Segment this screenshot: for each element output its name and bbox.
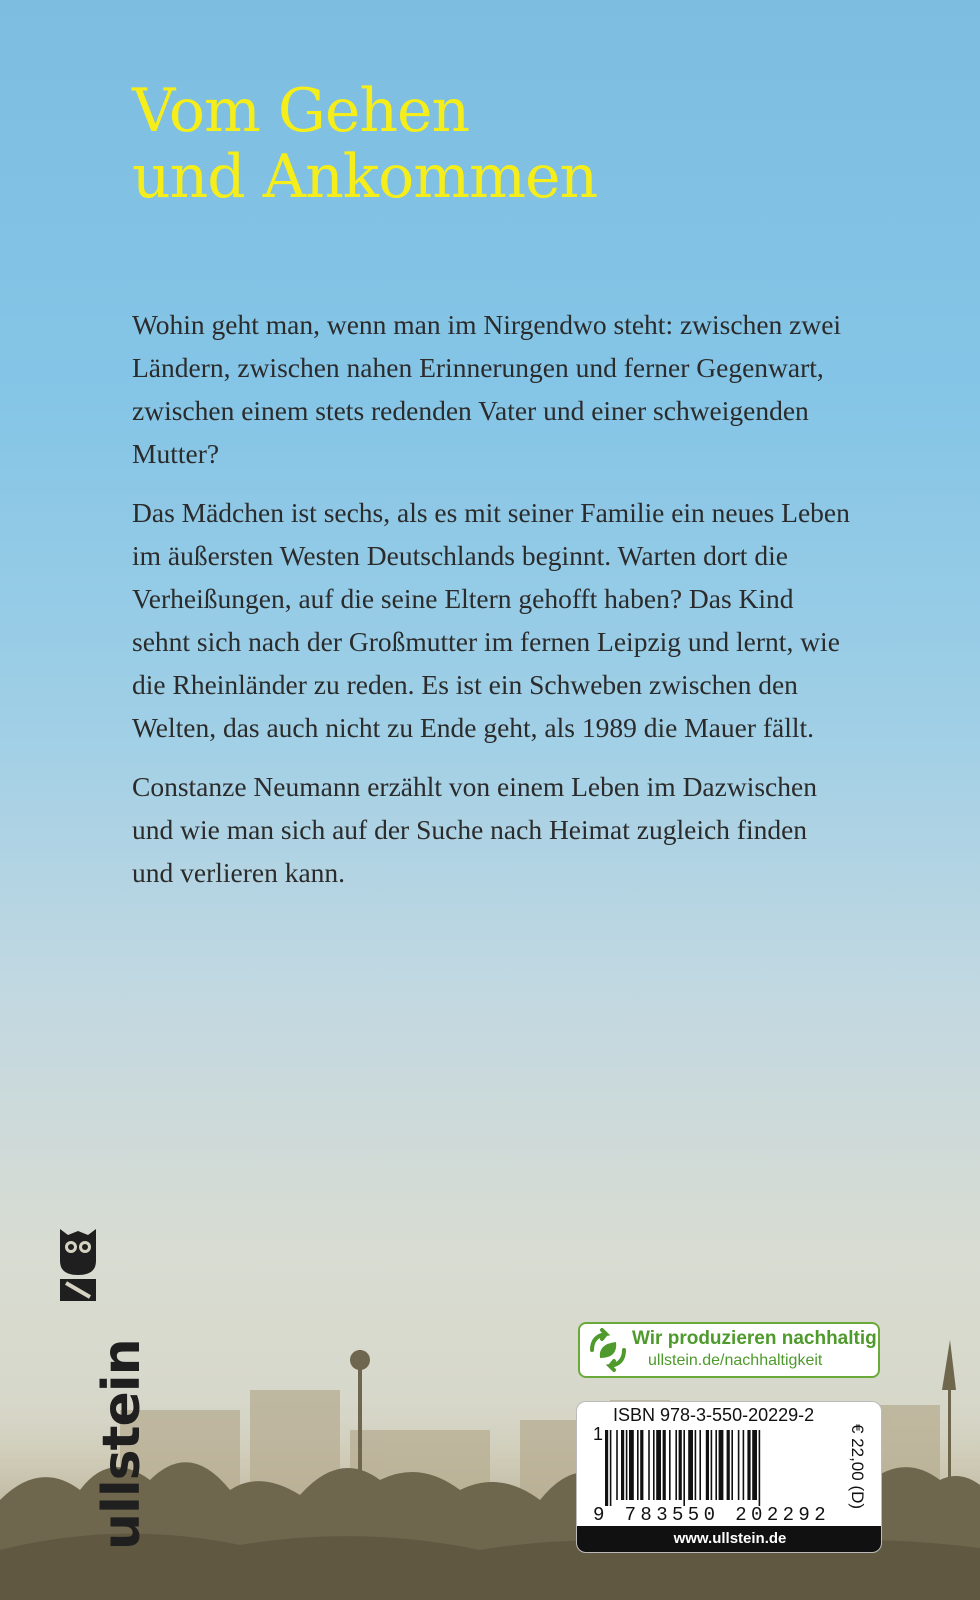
- barcode-bar: [683, 1430, 685, 1506]
- barcode-bar: [715, 1430, 717, 1500]
- barcode-digits: 9 783550 202292: [593, 1504, 831, 1526]
- barcode-bar: [621, 1430, 624, 1500]
- barcode-bars: [591, 1430, 841, 1506]
- isbn-label: ISBN 978-3-550-20229-2: [613, 1405, 815, 1425]
- barcode-bar: [637, 1430, 639, 1500]
- barcode-bar: [711, 1430, 713, 1500]
- barcode-bar: [616, 1430, 618, 1500]
- barcode-bar: [663, 1430, 666, 1500]
- barcode-box: [576, 1401, 882, 1553]
- price-label: [845, 1424, 869, 1524]
- barcode-bar: [743, 1430, 745, 1500]
- barcode-bar: [653, 1430, 655, 1500]
- barcode-bar: [610, 1430, 612, 1506]
- barcode-bar: [626, 1430, 628, 1500]
- barcode-bar: [752, 1430, 757, 1500]
- blurb: [132, 303, 852, 910]
- barcode-bar: [747, 1430, 750, 1500]
- barcode-bar: [688, 1430, 693, 1500]
- barcode-bar: [706, 1430, 709, 1500]
- book-title: [132, 78, 597, 210]
- barcode-bar: [656, 1430, 661, 1500]
- barcode-bar: [679, 1430, 682, 1500]
- publisher-website: www.ullstein.de: [577, 1526, 882, 1552]
- owl-logo-icon: [56, 1225, 100, 1305]
- blurb-paragraph-2: Das Mädchen ist sechs, als es mit seiner Familie ein neues Leben im äußersten Westen Deutschlands beginnt. Warten dort die Verheißungen, auf die seine Eltern gehofft haben? Das Kind sehnt sich nach der Großmutter im fernen Leipzig und lernt, wie die Rheinländer zu reden. Es ist ein Schweben zwischen den Welten, das auch nicht zu Ende geht, als 1989 die Mauer fällt.: [132, 497, 850, 743]
- recycle-leaf-icon: [586, 1328, 630, 1372]
- barcode-bar: [731, 1430, 733, 1500]
- barcode-bar: [727, 1430, 730, 1500]
- sustainability-title: Wir produzieren nachhaltig: [632, 1328, 877, 1349]
- barcode-bar: [738, 1430, 740, 1500]
- barcode-bar: [699, 1430, 701, 1500]
- barcode-bar: [695, 1430, 697, 1500]
- barcode-bar: [648, 1430, 650, 1500]
- price-text: € 22,00 (D): [848, 1424, 867, 1510]
- barcode-bar: [759, 1430, 761, 1506]
- barcode-lead-digit: 1: [593, 1424, 604, 1444]
- sustainability-url: ullstein.de/nachhaltigkeit: [648, 1352, 823, 1369]
- blurb-paragraph-1: Wohin geht man, wenn man im Nirgendwo steht: zwischen zwei Ländern, zwischen nahen Erinnerungen und ferner Gegenwart, zwischen einem stets redenden Vater und einer schweigenden Mutter?: [132, 309, 842, 469]
- title-line-1: Vom Gehen: [132, 76, 470, 146]
- barcode-bar: [640, 1430, 643, 1500]
- publisher-logo: ullstein: [92, 1339, 152, 1550]
- sustainability-badge: [578, 1322, 880, 1378]
- barcode-bar: [669, 1430, 671, 1500]
- barcode-bar: [629, 1430, 634, 1500]
- blurb-paragraph-3: Constanze Neumann erzählt von einem Leben im Dazwischen und wie man sich auf der Suche nach Heimat zugleich finden und verlieren kann.: [132, 771, 817, 888]
- barcode-bar: [605, 1430, 608, 1506]
- barcode-bar: [675, 1430, 677, 1500]
- title-line-2: und Ankommen: [132, 142, 598, 212]
- barcode-bar: [719, 1430, 724, 1500]
